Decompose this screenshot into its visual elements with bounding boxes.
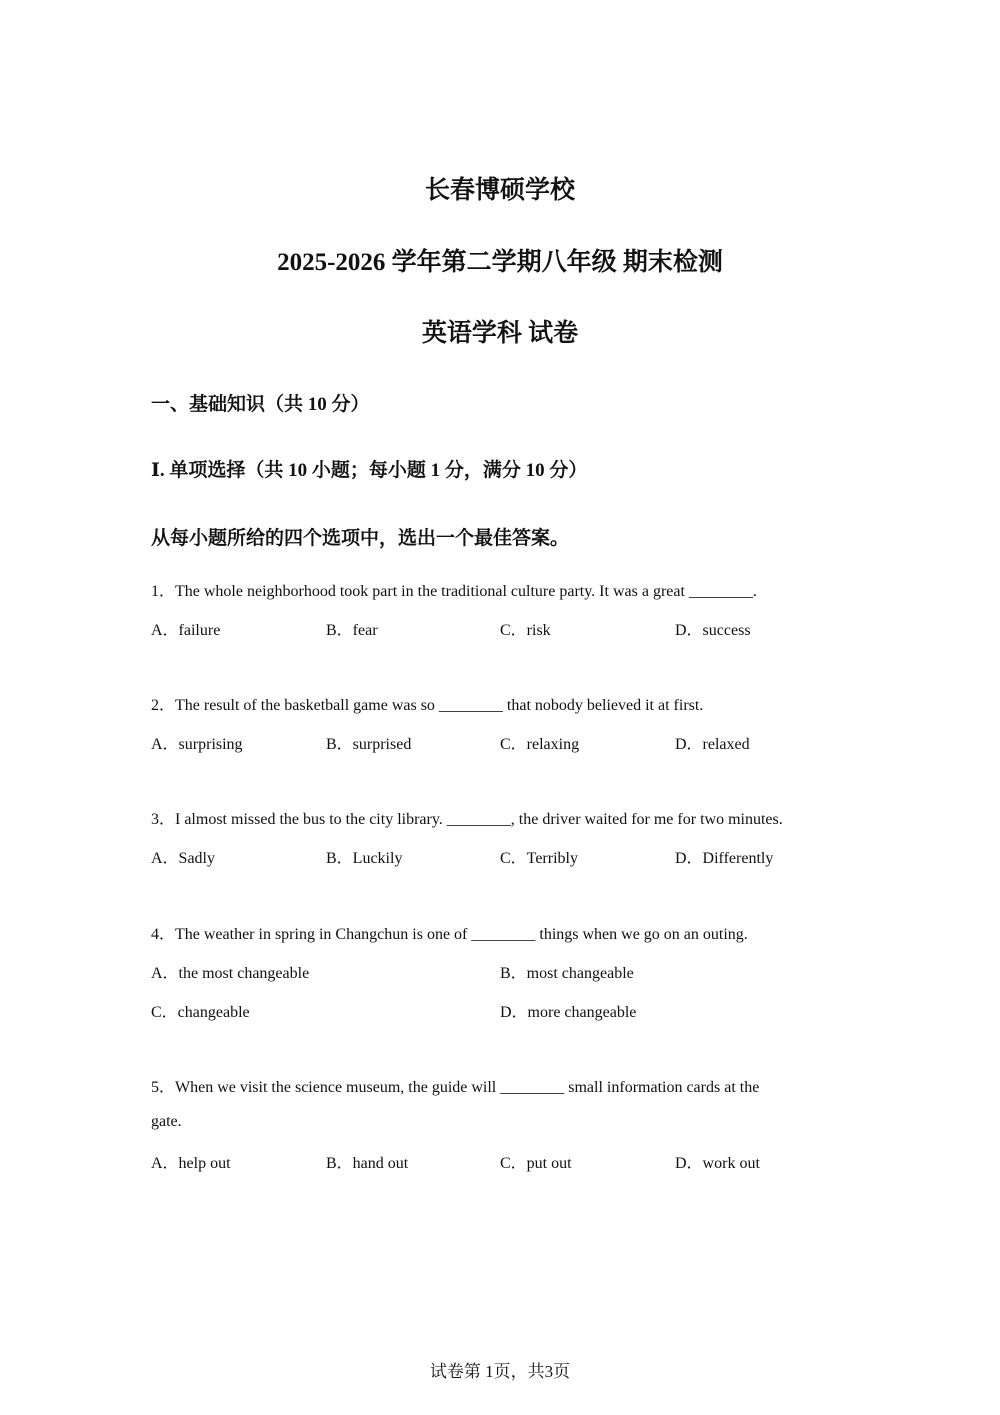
exam-term: 2025-2026 学年第二学期八年级 期末检测 [277, 249, 723, 276]
page-footer: 试卷第 1页，共3页 [429, 1362, 571, 1381]
option-d: D．Differently [675, 850, 774, 867]
question-stem: 4．The weather in spring in Changchun is one of ________ things when we go on an outing. [151, 926, 748, 943]
option-b: B．surprised [326, 736, 412, 753]
option-c: C．risk [500, 622, 551, 639]
option-d: D．work out [675, 1155, 760, 1172]
option-a: A．surprising [151, 736, 243, 753]
option-b: B．Luckily [326, 850, 403, 867]
option-c: C．put out [500, 1155, 572, 1172]
question-stem: 1．The whole neighborhood took part in the traditional culture party. It was a great ________. [151, 583, 757, 600]
option-b: B．most changeable [500, 965, 634, 982]
option-a: A．Sadly [151, 850, 216, 867]
question-stem-continued: gate. [151, 1113, 182, 1130]
school-name: 长春博硕学校 [424, 177, 575, 204]
question-stem: 5．When we visit the science museum, the guide will ________ small information cards at the [151, 1079, 760, 1096]
option-a: A．help out [151, 1155, 231, 1172]
option-d: D．success [675, 622, 751, 639]
option-a: A．the most changeable [151, 965, 310, 982]
instruction: 从每小题所给的四个选项中，选出一个最佳答案。 [151, 528, 570, 549]
option-b: B．fear [326, 622, 378, 639]
option-c: C．Terribly [500, 850, 578, 867]
option-b: B．hand out [326, 1155, 409, 1172]
part-title: Ⅰ. 单项选择（共 10 小题；每小题 1 分，满分 10 分） [151, 460, 588, 481]
option-d: D．more changeable [500, 1004, 637, 1021]
exam-subject: 英语学科 试卷 [421, 320, 579, 347]
option-d: D．relaxed [675, 736, 750, 753]
option-c: C．relaxing [500, 736, 580, 753]
question-stem: 3．I almost missed the bus to the city library. ________, the driver waited for me for two minutes. [151, 811, 783, 828]
option-c: C．changeable [151, 1004, 250, 1021]
option-a: A．failure [151, 622, 221, 639]
question-stem: 2．The result of the basketball game was so ________ that nobody believed it at first. [151, 697, 704, 714]
section-title: 一、基础知识（共 10 分） [151, 394, 370, 415]
